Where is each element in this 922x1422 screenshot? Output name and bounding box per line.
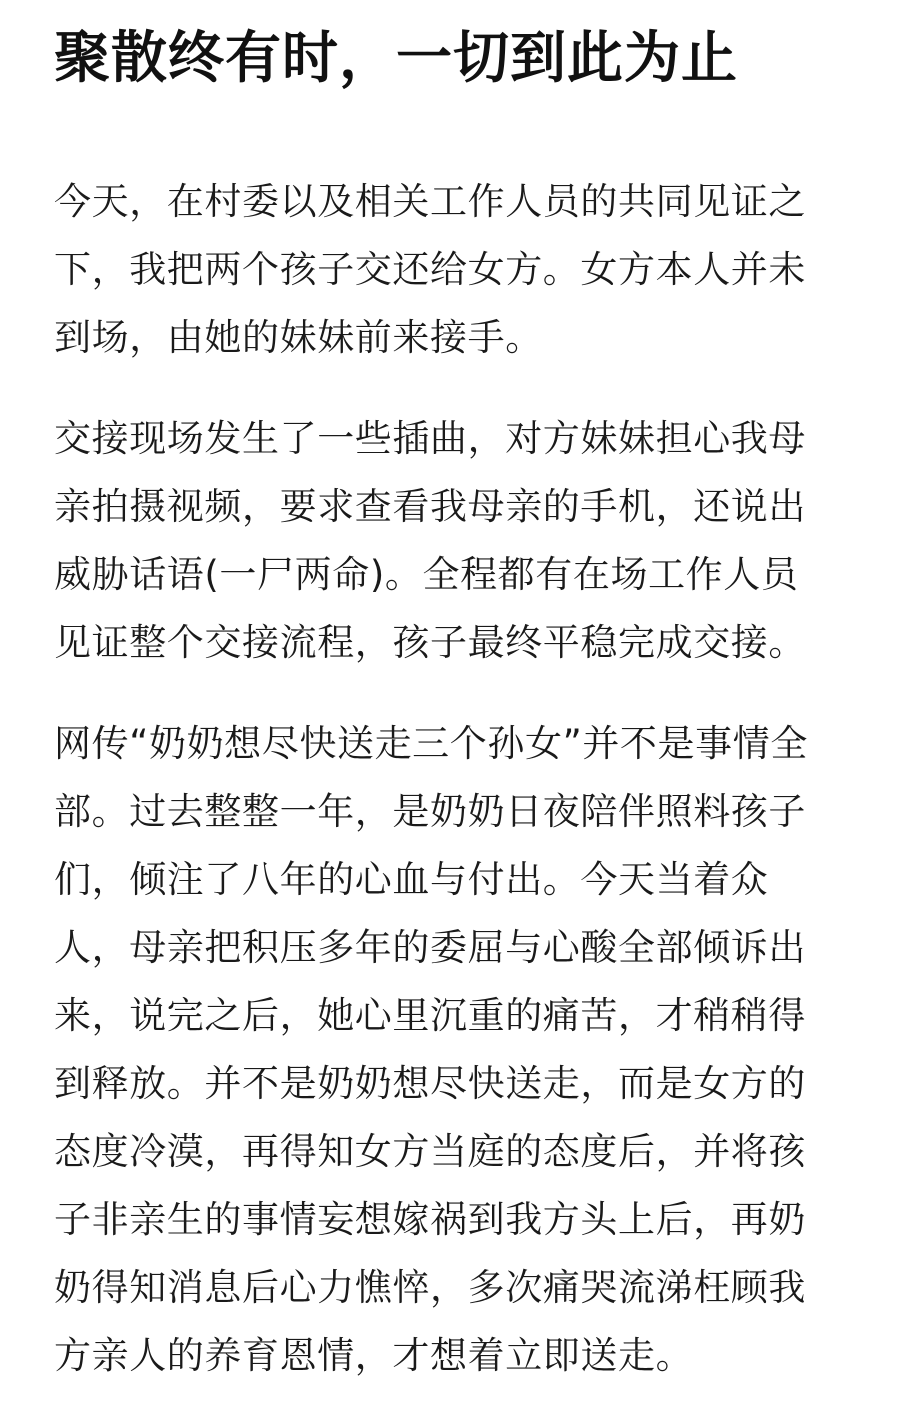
article-body xyxy=(54,168,874,1390)
paragraph-line: 亲拍摄视频，要求查看我母亲的手机，还说出 xyxy=(54,485,806,528)
paragraph-line: 交接现场发生了一些插曲，对方妹妹担心我母 xyxy=(54,417,806,460)
paragraph-1 xyxy=(54,168,874,372)
paragraph-line: 们，倾注了八年的心血与付出。今天当着众 xyxy=(54,858,769,901)
paragraph-2 xyxy=(54,405,874,677)
paragraph-line: 部。过去整整一年，是奶奶日夜陪伴照料孩子 xyxy=(54,790,806,833)
article-title: 聚散终有时，一切到此为止 xyxy=(54,26,738,91)
paragraph-line: 子非亲生的事情妄想嫁祸到我方头上后，再奶 xyxy=(54,1198,806,1241)
paragraph-line: 来，说完之后，她心里沉重的痛苦，才稍稍得 xyxy=(54,994,806,1037)
paragraph-line: 今天，在村委以及相关工作人员的共同见证之 xyxy=(54,180,806,223)
paragraph-line: 下，我把两个孩子交还给女方。女方本人并未 xyxy=(54,248,806,291)
paragraph-line: 网传“奶奶想尽快送走三个孙女”并不是事情全 xyxy=(54,722,808,765)
paragraph-line: 威胁话语(一尸两命)。全程都有在场工作人员 xyxy=(54,553,799,596)
paragraph-3 xyxy=(54,710,874,1390)
paragraph-line: 人，母亲把积压多年的委屈与心酸全部倾诉出 xyxy=(54,926,806,969)
paragraph-line: 态度冷漠，再得知女方当庭的态度后，并将孩 xyxy=(54,1130,806,1173)
paragraph-line: 奶得知消息后心力憔悴，多次痛哭流涕枉顾我 xyxy=(54,1266,806,1309)
paragraph-line: 到场，由她的妹妹前来接手。 xyxy=(54,316,543,359)
paragraph-line: 见证整个交接流程，孩子最终平稳完成交接。 xyxy=(54,621,806,664)
paragraph-line: 到释放。并不是奶奶想尽快送走，而是女方的 xyxy=(54,1062,806,1105)
paragraph-line: 方亲人的养育恩情，才想着立即送走。 xyxy=(54,1334,694,1377)
